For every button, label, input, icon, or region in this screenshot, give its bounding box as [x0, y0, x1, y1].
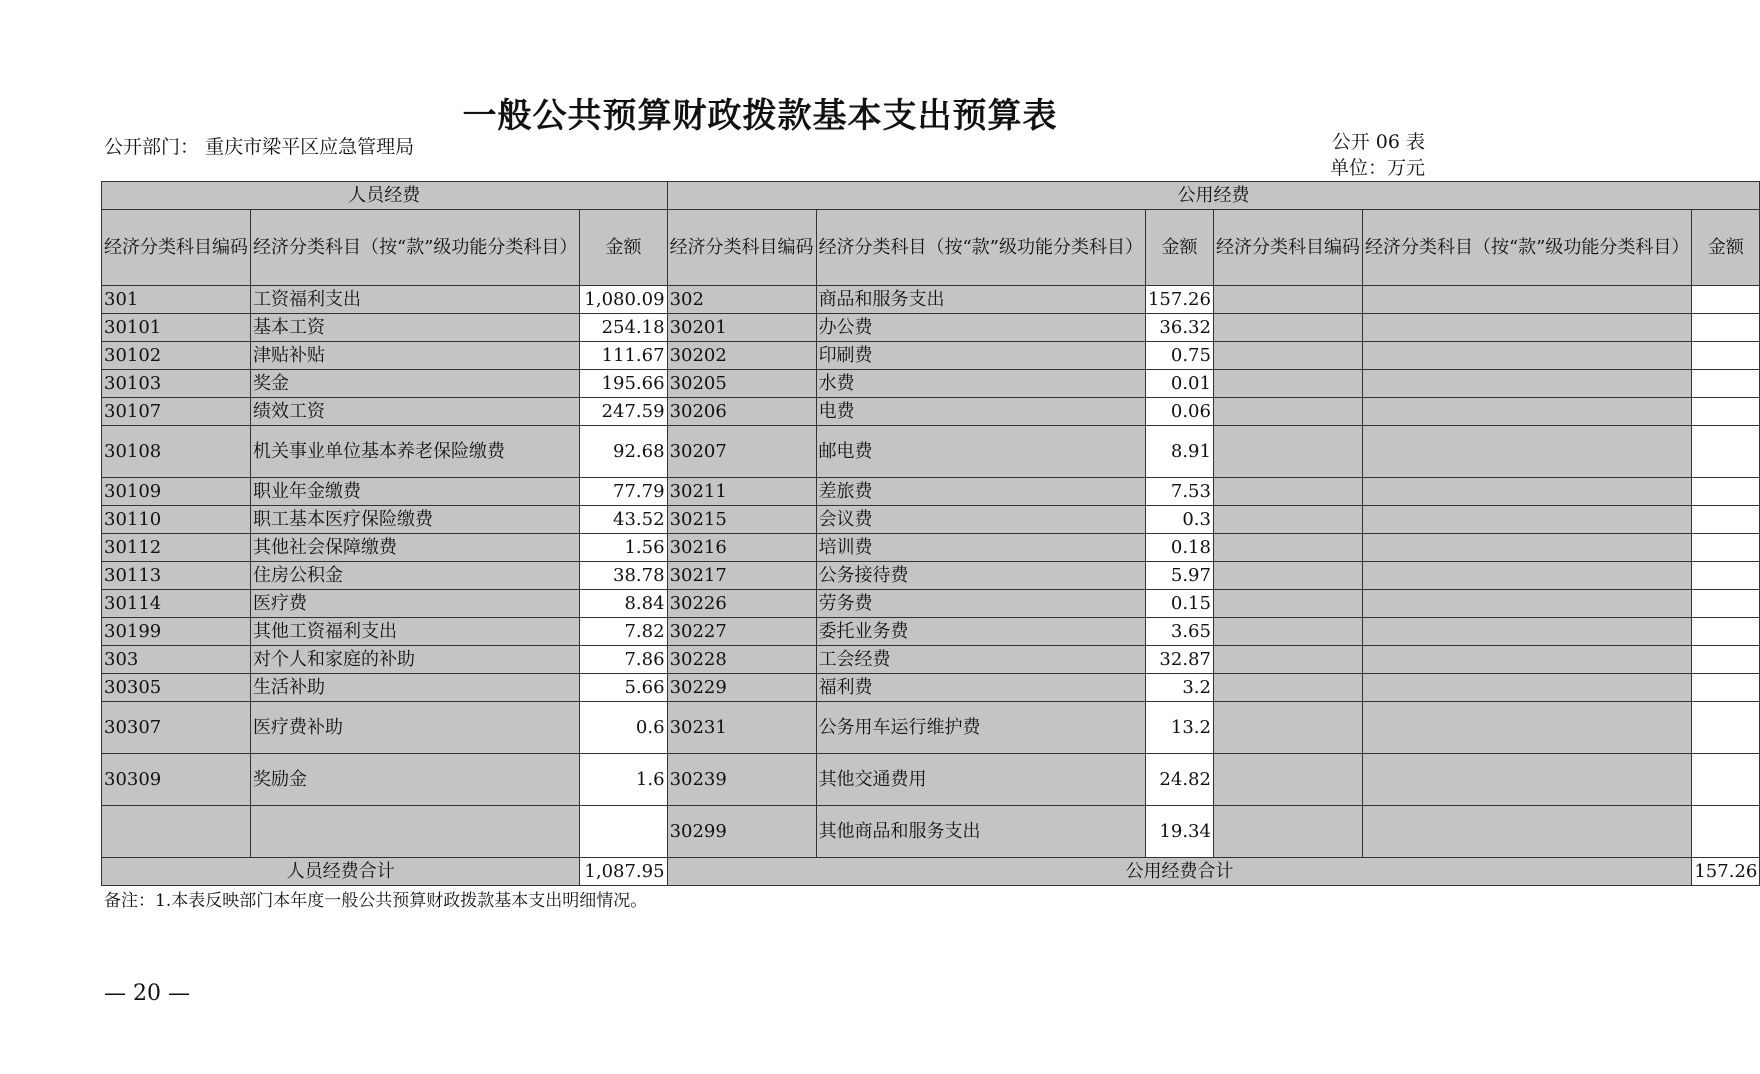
empty-amount-cell — [1692, 398, 1760, 426]
table-row — [102, 342, 1760, 370]
empty-code-cell — [1213, 370, 1362, 398]
empty-amount-cell — [1692, 754, 1760, 806]
empty-amount-cell — [1692, 702, 1760, 754]
public-code-cell: 30205 — [667, 370, 816, 398]
table-row — [102, 754, 1760, 806]
personnel-subject-cell: 奖励金 — [251, 754, 580, 806]
amount-header: 金额 — [580, 210, 667, 286]
code-header-3: 经济分类科目编码 — [1213, 210, 1362, 286]
table-row — [102, 506, 1760, 534]
empty-code-cell — [1213, 646, 1362, 674]
table-row — [102, 314, 1760, 342]
personnel-code-cell: 30114 — [102, 590, 251, 618]
empty-code-cell — [1213, 478, 1362, 506]
empty-subject-cell — [1362, 562, 1691, 590]
public-amount-cell: 0.3 — [1145, 506, 1213, 534]
public-amount-cell: 0.06 — [1145, 398, 1213, 426]
code-header: 经济分类科目编码 — [102, 210, 251, 286]
personnel-subject-cell: 医疗费补助 — [251, 702, 580, 754]
page-number: — 20 — — [104, 981, 190, 1006]
empty-subject-cell — [1362, 370, 1691, 398]
public-total-label: 公用经费合计 — [667, 858, 1692, 886]
personnel-amount-cell: 0.6 — [580, 702, 667, 754]
empty-amount-cell — [1692, 314, 1760, 342]
empty-subject-cell — [1362, 426, 1691, 478]
empty-subject-cell — [1362, 702, 1691, 754]
table-row — [102, 702, 1760, 754]
empty-subject-cell — [1362, 286, 1691, 314]
personnel-total-value: 1,087.95 — [580, 858, 667, 886]
public-subject-cell: 商品和服务支出 — [816, 286, 1145, 314]
personnel-amount-cell: 195.66 — [580, 370, 667, 398]
table-row — [102, 534, 1760, 562]
department-name: 重庆市梁平区应急管理局 — [205, 136, 415, 158]
empty-amount-cell — [1692, 562, 1760, 590]
totals-row — [102, 858, 1760, 886]
public-subject-cell: 差旅费 — [816, 478, 1145, 506]
empty-code-cell — [1213, 806, 1362, 858]
public-code-cell: 30202 — [667, 342, 816, 370]
personnel-amount-cell: 8.84 — [580, 590, 667, 618]
personnel-code-cell — [102, 806, 251, 858]
code-header-2: 经济分类科目编码 — [667, 210, 816, 286]
table-row — [102, 674, 1760, 702]
table-row — [102, 562, 1760, 590]
public-subject-cell: 其他交通费用 — [816, 754, 1145, 806]
public-amount-cell: 0.18 — [1145, 534, 1213, 562]
empty-amount-cell — [1692, 370, 1760, 398]
public-amount-cell: 19.34 — [1145, 806, 1213, 858]
public-code-cell: 30207 — [667, 426, 816, 478]
public-amount-cell: 5.97 — [1145, 562, 1213, 590]
empty-amount-cell — [1692, 426, 1760, 478]
public-amount-cell: 3.65 — [1145, 618, 1213, 646]
public-amount-cell: 32.87 — [1145, 646, 1213, 674]
personnel-code-cell: 30102 — [102, 342, 251, 370]
table-row — [102, 590, 1760, 618]
personnel-amount-cell: 247.59 — [580, 398, 667, 426]
column-header-row — [102, 210, 1760, 286]
personnel-amount-cell: 5.66 — [580, 674, 667, 702]
empty-code-cell — [1213, 426, 1362, 478]
public-subject-cell: 公务用车运行维护费 — [816, 702, 1145, 754]
personnel-subject-cell: 生活补助 — [251, 674, 580, 702]
empty-code-cell — [1213, 754, 1362, 806]
personnel-subject-cell: 医疗费 — [251, 590, 580, 618]
public-amount-cell: 157.26 — [1145, 286, 1213, 314]
empty-code-cell — [1213, 342, 1362, 370]
unit-label: 单位：万元 — [1329, 157, 1425, 179]
personnel-amount-cell: 92.68 — [580, 426, 667, 478]
personnel-code-cell: 30305 — [102, 674, 251, 702]
empty-code-cell — [1213, 618, 1362, 646]
public-code-cell: 30206 — [667, 398, 816, 426]
empty-subject-cell — [1362, 506, 1691, 534]
public-code-cell: 30227 — [667, 618, 816, 646]
empty-subject-cell — [1362, 342, 1691, 370]
table-row — [102, 398, 1760, 426]
form-info — [1330, 129, 1425, 181]
personnel-code-cell: 30309 — [102, 754, 251, 806]
public-subject-cell: 福利费 — [816, 674, 1145, 702]
table-row — [102, 286, 1760, 314]
footnote: 备注：1.本表反映部门本年度一般公共预算财政拨款基本支出明细情况。 — [104, 891, 648, 911]
personnel-code-cell: 30108 — [102, 426, 251, 478]
public-subject-cell: 会议费 — [816, 506, 1145, 534]
personnel-subject-cell: 职业年金缴费 — [251, 478, 580, 506]
empty-subject-cell — [1362, 534, 1691, 562]
personnel-code-cell: 30107 — [102, 398, 251, 426]
empty-subject-cell — [1362, 646, 1691, 674]
personnel-subject-cell: 基本工资 — [251, 314, 580, 342]
empty-subject-cell — [1362, 590, 1691, 618]
personnel-code-cell: 30112 — [102, 534, 251, 562]
public-amount-cell: 8.91 — [1145, 426, 1213, 478]
personnel-subject-cell: 工资福利支出 — [251, 286, 580, 314]
empty-amount-cell — [1692, 618, 1760, 646]
empty-amount-cell — [1692, 506, 1760, 534]
personnel-subject-cell: 其他工资福利支出 — [251, 618, 580, 646]
empty-code-cell — [1213, 314, 1362, 342]
empty-amount-cell — [1692, 478, 1760, 506]
personnel-amount-cell — [580, 806, 667, 858]
empty-subject-cell — [1362, 478, 1691, 506]
public-code-cell: 302 — [667, 286, 816, 314]
personnel-amount-cell: 38.78 — [580, 562, 667, 590]
public-subject-cell: 邮电费 — [816, 426, 1145, 478]
empty-subject-cell — [1362, 618, 1691, 646]
empty-amount-cell — [1692, 674, 1760, 702]
group-header-row — [102, 182, 1760, 210]
public-code-cell: 30216 — [667, 534, 816, 562]
public-code-cell: 30228 — [667, 646, 816, 674]
public-code-cell: 30231 — [667, 702, 816, 754]
personnel-subject-cell: 职工基本医疗保险缴费 — [251, 506, 580, 534]
public-code-cell: 30229 — [667, 674, 816, 702]
personnel-code-cell: 303 — [102, 646, 251, 674]
public-subject-cell: 劳务费 — [816, 590, 1145, 618]
empty-code-cell — [1213, 674, 1362, 702]
personnel-subject-cell: 住房公积金 — [251, 562, 580, 590]
public-subject-cell: 工会经费 — [816, 646, 1145, 674]
subject-header-3: 经济分类科目（按“款”级功能分类科目） — [1362, 210, 1691, 286]
public-amount-cell: 0.01 — [1145, 370, 1213, 398]
personnel-subject-cell: 津贴补贴 — [251, 342, 580, 370]
amount-header-3: 金额 — [1692, 210, 1760, 286]
empty-subject-cell — [1362, 674, 1691, 702]
personnel-amount-cell: 1.6 — [580, 754, 667, 806]
table-row — [102, 478, 1760, 506]
public-amount-cell: 13.2 — [1145, 702, 1213, 754]
personnel-subject-cell: 对个人和家庭的补助 — [251, 646, 580, 674]
form-number: 公开 06 表 — [1331, 131, 1425, 153]
department-label: 公开部门： — [104, 136, 200, 158]
public-subject-cell: 办公费 — [816, 314, 1145, 342]
empty-subject-cell — [1362, 398, 1691, 426]
empty-code-cell — [1213, 398, 1362, 426]
public-code-cell: 30211 — [667, 478, 816, 506]
public-amount-cell: 0.15 — [1145, 590, 1213, 618]
table-row — [102, 370, 1760, 398]
empty-code-cell — [1213, 534, 1362, 562]
empty-subject-cell — [1362, 806, 1691, 858]
subject-header: 经济分类科目（按“款”级功能分类科目） — [251, 210, 580, 286]
personnel-amount-cell: 7.82 — [580, 618, 667, 646]
public-subject-cell: 公务接待费 — [816, 562, 1145, 590]
personnel-total-label: 人员经费合计 — [102, 858, 580, 886]
public-subject-cell: 培训费 — [816, 534, 1145, 562]
personnel-code-cell: 30307 — [102, 702, 251, 754]
empty-code-cell — [1213, 286, 1362, 314]
personnel-subject-cell: 奖金 — [251, 370, 580, 398]
personnel-code-cell: 30101 — [102, 314, 251, 342]
empty-amount-cell — [1692, 342, 1760, 370]
personnel-subject-cell: 绩效工资 — [251, 398, 580, 426]
public-code-cell: 30201 — [667, 314, 816, 342]
table-row — [102, 618, 1760, 646]
department-info — [104, 136, 444, 159]
public-subject-cell: 印刷费 — [816, 342, 1145, 370]
public-group-header: 公用经费 — [667, 182, 1760, 210]
empty-subject-cell — [1362, 754, 1691, 806]
personnel-group-header: 人员经费 — [102, 182, 668, 210]
table-title: 一般公共预算财政拨款基本支出预算表 — [462, 96, 1058, 136]
public-code-cell: 30299 — [667, 806, 816, 858]
table-row — [102, 426, 1760, 478]
public-amount-cell: 0.75 — [1145, 342, 1213, 370]
personnel-amount-cell: 1.56 — [580, 534, 667, 562]
empty-code-cell — [1213, 562, 1362, 590]
amount-header-2: 金额 — [1145, 210, 1213, 286]
personnel-code-cell: 30199 — [102, 618, 251, 646]
public-code-cell: 30239 — [667, 754, 816, 806]
empty-amount-cell — [1692, 534, 1760, 562]
empty-amount-cell — [1692, 286, 1760, 314]
personnel-subject-cell: 机关事业单位基本养老保险缴费 — [251, 426, 580, 478]
personnel-amount-cell: 77.79 — [580, 478, 667, 506]
empty-amount-cell — [1692, 590, 1760, 618]
public-code-cell: 30217 — [667, 562, 816, 590]
table-row — [102, 806, 1760, 858]
personnel-subject-cell: 其他社会保障缴费 — [251, 534, 580, 562]
empty-code-cell — [1213, 590, 1362, 618]
public-subject-cell: 水费 — [816, 370, 1145, 398]
table-row — [102, 646, 1760, 674]
personnel-amount-cell: 43.52 — [580, 506, 667, 534]
public-amount-cell: 7.53 — [1145, 478, 1213, 506]
personnel-code-cell: 30110 — [102, 506, 251, 534]
empty-amount-cell — [1692, 806, 1760, 858]
public-code-cell: 30226 — [667, 590, 816, 618]
public-subject-cell: 委托业务费 — [816, 618, 1145, 646]
personnel-amount-cell: 7.86 — [580, 646, 667, 674]
personnel-subject-cell — [251, 806, 580, 858]
public-amount-cell: 36.32 — [1145, 314, 1213, 342]
empty-code-cell — [1213, 702, 1362, 754]
public-subject-cell: 其他商品和服务支出 — [816, 806, 1145, 858]
empty-subject-cell — [1362, 314, 1691, 342]
personnel-code-cell: 30113 — [102, 562, 251, 590]
personnel-amount-cell: 254.18 — [580, 314, 667, 342]
public-code-cell: 30215 — [667, 506, 816, 534]
budget-table — [101, 181, 1760, 886]
personnel-amount-cell: 1,080.09 — [580, 286, 667, 314]
public-amount-cell: 3.2 — [1145, 674, 1213, 702]
public-amount-cell: 24.82 — [1145, 754, 1213, 806]
empty-amount-cell — [1692, 646, 1760, 674]
personnel-amount-cell: 111.67 — [580, 342, 667, 370]
personnel-code-cell: 30103 — [102, 370, 251, 398]
public-subject-cell: 电费 — [816, 398, 1145, 426]
empty-code-cell — [1213, 506, 1362, 534]
personnel-code-cell: 301 — [102, 286, 251, 314]
public-total-value: 157.26 — [1692, 858, 1760, 886]
subject-header-2: 经济分类科目（按“款”级功能分类科目） — [816, 210, 1145, 286]
personnel-code-cell: 30109 — [102, 478, 251, 506]
